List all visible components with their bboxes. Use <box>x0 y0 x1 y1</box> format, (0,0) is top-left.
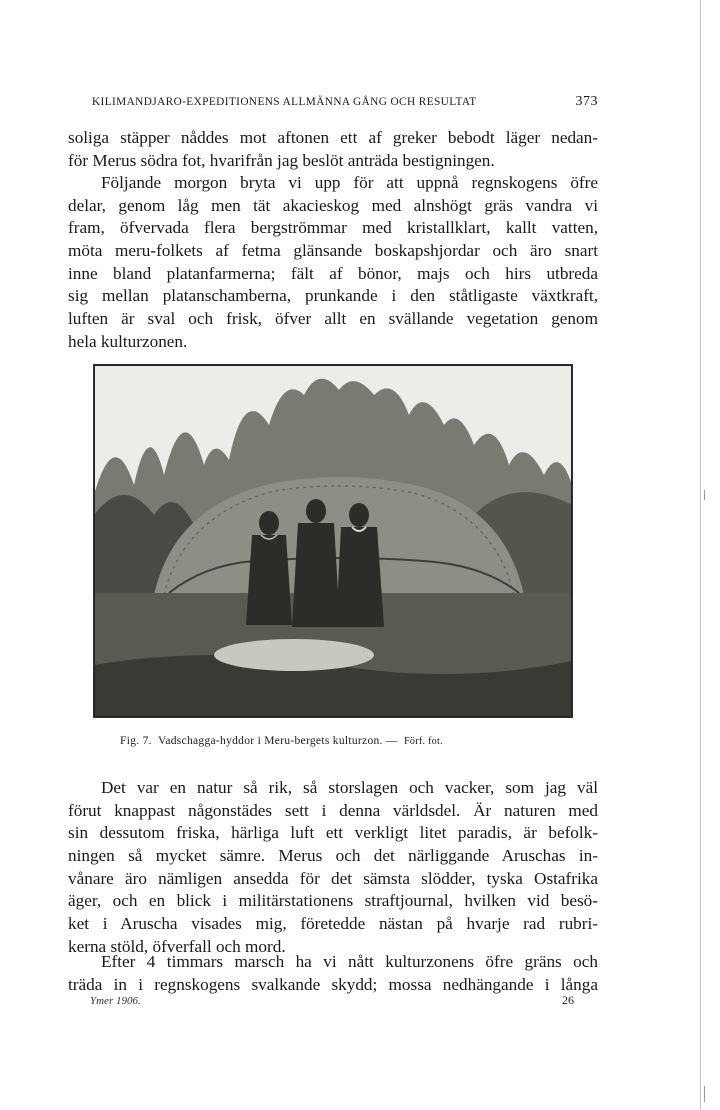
hut-photo-illustration <box>94 365 572 717</box>
text-line: äger, och en blick i militärstationens straftjournal, hvilken vid besö- <box>68 891 598 911</box>
paragraph-1 <box>68 127 598 172</box>
text-line: ket i Aruscha visades mig, företedde nästan på hvarje rad rubri- <box>68 914 598 934</box>
running-head <box>92 96 598 112</box>
text-line: ningen så mycket sämre. Merus och det närliggande Aruschas in- <box>68 846 598 866</box>
text-line: Det var en natur så rik, så storslagen och vacker, som jag väl <box>101 778 598 797</box>
text-line: förut knappast någonstädes sett i denna världsdel. Är naturen med <box>68 800 598 820</box>
journal-footer: Ymer 1906. <box>90 995 141 1007</box>
page-edge-mark <box>704 1086 705 1102</box>
text-line: inne bland platanfarmerna; fält af bönor, majs och hirs utbreda <box>68 263 598 283</box>
text-line: kerna stöld, öfverfall och mord. <box>68 936 286 956</box>
text-line: för Merus södra fot, hvarifrån jag beslöt anträda bestigningen. <box>68 150 495 170</box>
text-line: hela kulturzonen. <box>68 331 188 351</box>
running-title: KILIMANDJARO-EXPEDITIONENS ALLMÄNNA GÅNG OCH RESULTAT <box>92 96 477 108</box>
text-line: delar, genom låg men tät akacieskog med alnshögt gräs vandra vi <box>68 195 598 215</box>
text-line: fram, öfvervada flera bergströmmar med kristallklart, kallt vatten, <box>68 218 598 238</box>
page-number: 373 <box>575 94 598 109</box>
figure-photograph <box>93 364 573 718</box>
caption-credit: Förf. fot. <box>404 736 443 747</box>
text-line: vånare äro nämligen ansedda för det sämsta slödder, tyska Ostafrika <box>68 868 598 888</box>
figure-caption <box>120 735 570 747</box>
page-edge-line <box>700 0 701 1110</box>
text-line: soliga stäpper nåddes mot aftonen ett af greker bebodt läger nedan- <box>68 128 598 147</box>
signature-mark: 26 <box>562 993 574 1007</box>
text-line: Efter 4 timmars marsch ha vi nått kulturzonens öfre gräns och <box>101 952 598 971</box>
page-edge-mark <box>704 490 705 500</box>
paragraph-3 <box>68 777 598 959</box>
text-line: sin dessutom friska, härliga luft ett verkligt litet paradis, är befolk- <box>68 823 598 843</box>
text-line: Följande morgon bryta vi upp för att uppnå regnskogens öfre <box>101 173 598 192</box>
paragraph-4 <box>68 951 598 996</box>
caption-text: Vadschagga-hyddor i Meru-bergets kulturzon. — <box>157 735 398 747</box>
text-line: luften är sval och frisk, öfver allt en svällande vegetation genom <box>68 309 598 329</box>
paragraph-2 <box>68 172 598 354</box>
text-line: träda in i regnskogens svalkande skydd; mossa nedhängande i långa <box>68 974 598 994</box>
text-line: sig mellan platanschamberna, prunkande i den ståtligaste växtkraft, <box>68 286 598 306</box>
caption-figure-number: Fig. 7. <box>120 735 152 747</box>
text-line: möta meru-folkets af fetma glänsande boskapshjordar och äro snart <box>68 241 598 261</box>
